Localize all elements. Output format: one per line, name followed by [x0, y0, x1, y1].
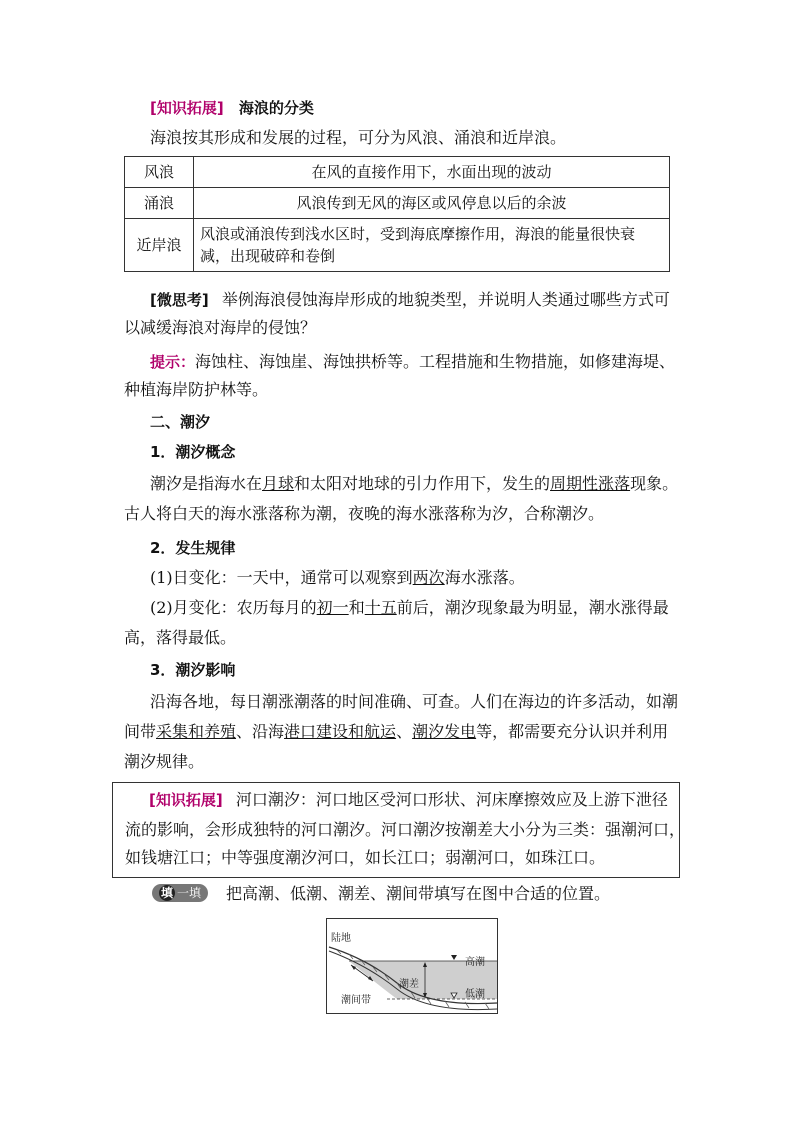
hint-line-2: 种植海岸防护林等。 [124, 380, 269, 399]
hint-text-1: 海蚀柱、海蚀崖、海蚀拱桥等。工程措施和生物措施，如修建海堤、 [195, 352, 676, 371]
monthly-change-2: 高，落得最低。 [124, 628, 237, 647]
fill-instruction: 把高潮、低潮、潮差、潮间带填写在图中合适的位置。 [226, 884, 611, 903]
answer-blank: 周期性涨落 [550, 474, 631, 493]
think-text-1: 举例海浪侵蚀海岸形成的地貌类型，并说明人类通过哪些方式可 [221, 290, 670, 309]
wave-name: 近岸浪 [125, 219, 194, 272]
answer-blank: 港口建设和航运 [284, 722, 397, 741]
text: 前后，潮汐现象最为明显，潮水涨得最 [396, 598, 669, 617]
land-label: 陆地 [331, 933, 351, 944]
fill-badge-text: 一填 [176, 886, 201, 900]
ext1-title: 海浪的分类 [238, 99, 314, 117]
wave-desc: 风浪传到无风的海区或风停息以后的余波 [194, 188, 670, 219]
hint-label: 提示： [150, 353, 196, 371]
think-line-2: 以减缓海浪对海岸的侵蚀？ [124, 318, 317, 337]
intertidal-label: 潮间带 [341, 995, 371, 1006]
ext1-heading [150, 98, 678, 118]
think-line-1 [150, 290, 678, 310]
text: 潮汐是指海水在 [150, 474, 263, 493]
daily-change [150, 568, 678, 588]
ext2-tag: [知识拓展] [149, 791, 223, 809]
effect-line-3: 潮汐规律。 [124, 752, 205, 771]
text: (1)日变化：一天中，通常可以观察到 [150, 568, 413, 587]
text: 和太阳对地球的引力作用下，发生的 [294, 474, 551, 493]
low-tide-label: 低潮 [465, 989, 485, 1000]
answer-blank: 十五 [364, 598, 397, 617]
ext1-intro: 海浪按其形成和发展的过程，可分为风浪、涌浪和近岸浪。 [150, 128, 567, 147]
concept-line-1 [150, 474, 678, 494]
text: 等，都需要充分认识并利用 [476, 722, 669, 741]
text: 海水涨落。 [444, 568, 525, 587]
text: 间带 [124, 722, 157, 741]
text: 、 [396, 722, 413, 741]
sub-heading-1: 1．潮汐概念 [150, 443, 236, 461]
sub-heading-2: 2．发生规律 [150, 539, 236, 557]
wave-desc: 在风的直接作用下，水面出现的波动 [194, 157, 670, 188]
wave-table [124, 156, 670, 272]
tide-diagram [326, 918, 498, 1014]
answer-blank: 月球 [262, 474, 295, 493]
tidal-range-label: 潮差 [399, 979, 419, 990]
high-tide-marker [451, 955, 457, 960]
answer-blank: 潮汐发电 [412, 722, 477, 741]
wave-name: 涌浪 [125, 188, 194, 219]
effect-line-1: 沿海各地，每日潮涨潮落的时间准确、可查。人们在海边的许多活动，如潮 [150, 692, 679, 711]
high-tide-label: 高潮 [465, 957, 485, 968]
answer-blank: 两次 [412, 568, 445, 587]
monthly-change-1 [150, 598, 678, 618]
section-heading: 二、潮汐 [150, 413, 211, 431]
fill-badge [152, 884, 208, 902]
ext2-box [112, 782, 686, 878]
think-tag: [微思考] [150, 291, 209, 309]
answer-blank: 初一 [316, 598, 349, 617]
hint-line-1 [150, 352, 678, 372]
fill-badge-char: 填 [160, 886, 173, 900]
ext2-line-1 [149, 789, 668, 811]
table-row [125, 219, 670, 272]
table-row [125, 188, 670, 219]
text: 现象。 [630, 474, 679, 493]
wave-name: 风浪 [125, 157, 194, 188]
ext2-line-3: 如钱塘江口；中等强度潮汐河口，如长江口；弱潮河口，如珠江口。 [125, 848, 606, 867]
table-row [125, 157, 670, 188]
ext2-text-1: 河口潮汐：河口地区受河口形状、河床摩擦效应及上游下泄径 [235, 790, 668, 809]
text: (2)月变化：农历每月的 [150, 598, 317, 617]
sub-heading-3: 3．潮汐影响 [150, 661, 236, 679]
text: 、沿海 [236, 722, 285, 741]
answer-blank: 采集和养殖 [156, 722, 237, 741]
effect-line-2 [124, 722, 669, 742]
wave-desc: 风浪或涌浪传到浅水区时，受到海底摩擦作用，海浪的能量很快衰减，出现破碎和卷倒 [194, 219, 670, 272]
text: 和 [348, 598, 365, 617]
ext1-tag: [知识拓展] [150, 99, 224, 117]
concept-line-2: 古人将白天的海水涨落称为潮，夜晚的海水涨落称为汐，合称潮汐。 [124, 504, 605, 523]
ext2-line-2: 流的影响，会形成独特的河口潮汐。河口潮汐按潮差大小分为三类：强潮河口， [125, 820, 686, 839]
